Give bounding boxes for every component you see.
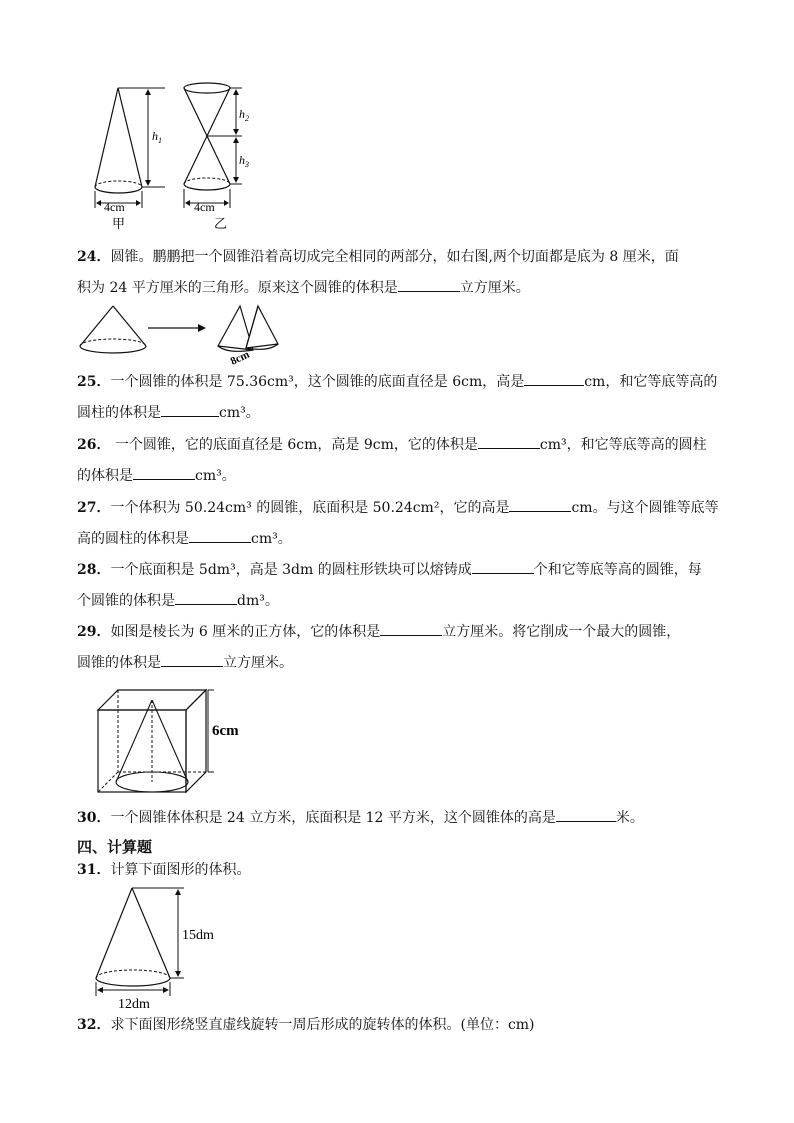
q29-number: 29． — [77, 624, 111, 640]
q27-blank-2[interactable] — [189, 527, 251, 543]
q27-line1: 一个体积为 50.24cm³ 的圆锥，底面积是 50.24cm²，它的高是 — [110, 500, 510, 516]
q24-line2-end: 立方厘米。 — [459, 280, 530, 296]
cone-height-label: 15dm — [182, 928, 214, 943]
q26-line2-end: cm³。 — [195, 468, 236, 484]
question-26 — [77, 430, 727, 492]
question-24 — [77, 242, 727, 304]
h1-label: h — [152, 129, 158, 143]
q24-number: 24． — [77, 249, 111, 265]
q26-line1: 一个圆锥，它的底面直径是 6cm，高是 9cm，它的体积是 — [114, 437, 478, 453]
q28-line1: 一个底面积是 5dm³，高是 3dm 的圆柱形铁块可以熔铸成 — [110, 562, 472, 578]
q28-blank-1[interactable] — [472, 558, 534, 574]
q24-line2: 积为 24 平方厘米的三角形。原来这个圆锥的体积是 — [77, 280, 398, 296]
q26-blank-2[interactable] — [133, 464, 195, 480]
jia-width-label: 4cm — [104, 200, 125, 214]
q26-blank-1[interactable] — [478, 433, 540, 449]
q30-line1: 一个圆锥体体积是 24 立方米，底面积是 12 平方米，这个圆锥体的高是 — [110, 810, 556, 826]
q27-line1-end: cm。与这个圆锥等底等 — [571, 500, 719, 516]
q29-line2-end: 立方厘米。 — [223, 655, 293, 671]
q28-blank-2[interactable] — [175, 589, 237, 605]
q25-number: 25． — [77, 374, 111, 390]
q25-line1-end: cm，和它等底等高的 — [584, 374, 718, 390]
q29-line1: 如图是棱长为 6 厘米的正方体，它的体积是 — [110, 624, 381, 640]
jia-label: 甲 — [112, 216, 126, 231]
q31-number: 31． — [77, 862, 111, 878]
yi-label: 乙 — [214, 216, 228, 231]
h2-sub: 2 — [245, 114, 249, 123]
q30-line1-end: 米。 — [615, 810, 644, 826]
q28-number: 28． — [77, 562, 111, 578]
question-30 — [77, 803, 727, 834]
section-heading: 四、计算题 — [77, 838, 153, 856]
svg-text:h2 — [239, 107, 249, 123]
cone-cut-figure — [78, 300, 288, 368]
cones-height-figure — [90, 80, 270, 235]
question-25 — [77, 367, 727, 429]
svg-text:h3 — [239, 153, 249, 169]
q24-line1: 圆锥。鹏鹏把一个圆锥沿着高切成完全相同的两部分，如右图,两个切面都是底为 8 厘米，面 — [110, 249, 679, 265]
h3-sub: 3 — [245, 160, 249, 169]
h2-label: h — [239, 107, 245, 121]
cone-volume-figure — [92, 884, 232, 1014]
q24-answer-blank[interactable] — [398, 276, 460, 292]
q27-blank-1[interactable] — [509, 496, 571, 512]
cut-width-label: 8cm — [228, 348, 252, 368]
q26-line2: 的体积是 — [77, 468, 133, 484]
q25-blank-1[interactable] — [524, 370, 584, 386]
question-32 — [77, 1010, 727, 1041]
q25-line1: 一个圆锥的体积是 75.36cm³，这个圆锥的底面直径是 6cm，高是 — [110, 374, 525, 390]
svg-text:h1 — [152, 129, 162, 145]
q30-number: 30． — [77, 810, 111, 826]
q27-number: 27． — [77, 500, 111, 516]
q32-line1: 求下面图形绕竖直虚线旋转一周后形成的旋转体的体积。(单位：cm) — [110, 1017, 535, 1033]
q28-line1-end: 个和它等底等高的圆锥，每 — [533, 562, 702, 578]
q25-line2-end: cm³。 — [219, 405, 260, 421]
q31-line1: 计算下面图形的体积。 — [110, 862, 251, 878]
q29-line1-end: 立方厘米。将它削成一个最大的圆锥， — [442, 624, 681, 640]
q28-line2: 个圆锥的体积是 — [77, 593, 175, 609]
q26-number: 26． — [77, 437, 111, 453]
cone-diameter-label: 12dm — [118, 997, 150, 1012]
cone-yi — [184, 83, 249, 231]
question-27 — [77, 493, 727, 555]
q27-line2-end: cm³。 — [251, 531, 292, 547]
q30-blank[interactable] — [556, 806, 616, 822]
q29-blank-2[interactable] — [161, 651, 223, 667]
cube-cone-figure — [96, 688, 256, 796]
q29-blank-1[interactable] — [380, 620, 442, 636]
question-28 — [77, 555, 727, 617]
q28-line2-end: dm³。 — [237, 593, 279, 609]
q29-line2: 圆锥的体积是 — [77, 655, 161, 671]
q32-number: 32． — [77, 1017, 111, 1033]
q25-blank-2[interactable] — [161, 401, 219, 417]
question-29 — [77, 617, 727, 679]
cube-edge-label: 6cm — [212, 723, 239, 739]
question-31 — [77, 855, 727, 886]
h3-label: h — [239, 153, 245, 167]
q27-line2: 高的圆柱的体积是 — [77, 531, 189, 547]
cone-jia — [95, 88, 165, 231]
h1-sub: 1 — [158, 136, 162, 145]
q25-line2: 圆柱的体积是 — [77, 405, 161, 421]
q26-line1-end: cm³，和它等底等高的圆柱 — [539, 437, 707, 453]
yi-width-label: 4cm — [194, 200, 215, 214]
